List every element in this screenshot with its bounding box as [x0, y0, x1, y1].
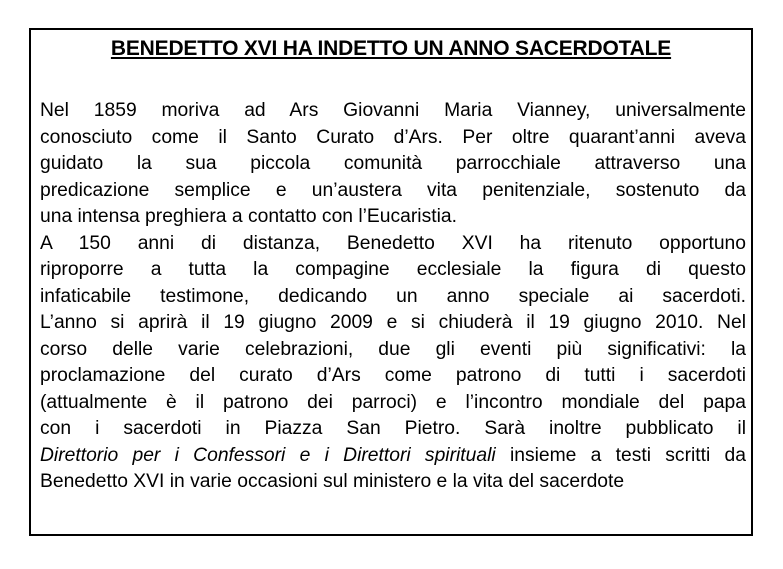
body-line: L’anno si aprirà il 19 giugno 2009 e si chiuderà il 19 giugno 2010. Nel	[40, 312, 746, 333]
body-line: conosciuto come il Santo Curato d’Ars. Per oltre quarant’anni aveva	[40, 126, 746, 148]
body-line-mixed	[40, 443, 746, 470]
body-line: proclamazione del curato d’Ars come patrono di tutti i sacerdoti	[40, 365, 746, 386]
body-line: una intensa preghiera a contatto con l’Eucaristia.	[40, 206, 457, 227]
book-title-italic: Direttorio per i Confessori e i Direttori spirituali	[40, 444, 496, 466]
body-line-rest: insieme a testi scritti da	[495, 444, 746, 466]
body-line: (attualmente è il patrono dei parroci) e l’incontro mondiale del papa	[40, 391, 746, 413]
body-line: Nel 1859 moriva ad Ars Giovanni Maria Vianney, universalmente	[40, 100, 746, 121]
body-line: predicazione semplice e un’austera vita penitenziale, sostenuto da	[40, 179, 746, 201]
body-line: con i sacerdoti in Piazza San Pietro. Sarà inoltre pubblicato il	[40, 418, 746, 439]
body-line: corso delle varie celebrazioni, due gli eventi più significativi: la	[40, 338, 746, 360]
document-title: BENEDETTO XVI HA INDETTO UN ANNO SACERDOTALE	[110, 37, 672, 60]
body-line: A 150 anni di distanza, Benedetto XVI ha ritenuto opportuno	[40, 232, 746, 254]
document-body	[40, 98, 746, 496]
body-line: infaticabile testimone, dedicando un anno speciale ai sacerdoti.	[40, 285, 746, 307]
body-line: Benedetto XVI in varie occasioni sul ministero e la vita del sacerdote	[40, 471, 625, 492]
document-frame	[29, 28, 753, 536]
body-line: guidato la sua piccola comunità parrocchiale attraverso una	[40, 153, 746, 174]
body-line: riproporre a tutta la compagine ecclesiale la figura di questo	[40, 259, 746, 280]
